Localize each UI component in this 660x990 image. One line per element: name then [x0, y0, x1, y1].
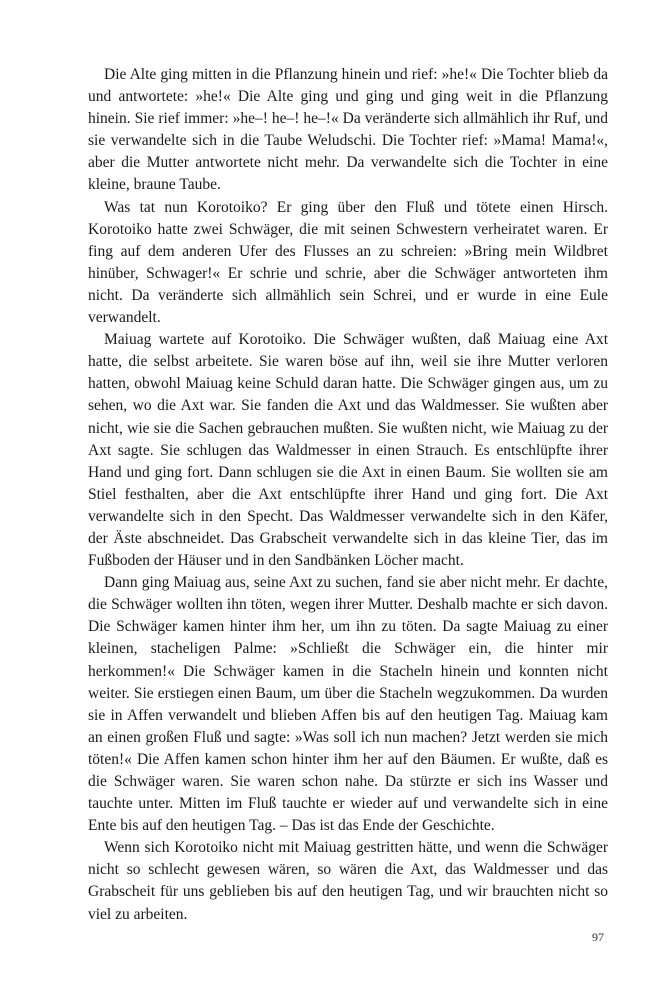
paragraph-4: Dann ging Maiuag aus, seine Axt zu suchen, fand sie aber nicht mehr. Er dachte, die Schwäger wollten ihn töten, wegen ihrer Mutter. Deshalb machte er sich davon. Die Schwäger kamen hinter ihm her, um ihn zu töten. Da sagte Maiuag zu einer kleinen, stacheligen Palme: »Schließt die Schwäger ein, die hinter mir herkommen!« Die Schwäger kamen in die Stacheln hinein und konnten nicht weiter. Sie erstiegen einen Baum, um über die Stacheln wegzukommen. Da wurden sie in Affen verwandelt und blieben Affen bis auf den heutigen Tag. Maiuag kam an einen großen Fluß und sagte: »Was soll ich nun machen? Jetzt werden sie mich töten!« Die Affen kamen schon hinter ihm her auf den Bäumen. Er wußte, daß es die Schwäger waren. Sie waren schon nahe. Da stürzte er sich ins Wasser und tauchte unter. Mitten im Fluß tauchte er wieder auf und verwandelte sich in eine Ente bis auf den heutigen Tag. – Das ist das Ende der Geschichte.	[88, 574, 608, 835]
page-body	[88, 64, 608, 926]
paragraph-5: Wenn sich Korotoiko nicht mit Maiuag gestritten hätte, und wenn die Schwäger nicht so schlecht gewesen wären, so wären die Axt, das Waldmesser und das Grabscheit für uns geblieben bis auf den heutigen Tag, und wir brauchten nicht so viel zu arbeiten.	[88, 839, 608, 923]
paragraph-3: Maiuag wartete auf Korotoiko. Die Schwäger wußten, daß Maiuag eine Axt hatte, die selbst arbeitete. Sie waren böse auf ihn, weil sie ihre Mutter verloren hatten, obwohl Maiuag keine Schuld daran hatte. Die Schwäger gingen aus, um zu sehen, wo die Axt war. Sie fanden die Axt und das Waldmesser. Sie wußten aber nicht, wie sie die Sachen gebrauchen mußten. Sie wußten nicht, wie Maiuag zu der Axt sagte. Sie schlugen das Waldmesser in einen Strauch. Es entschlüpfte ihrer Hand und ging fort. Dann schlugen sie die Axt in einen Baum. Sie wollten sie am Stiel festhalten, aber die Axt entschlüpfte ihrer Hand und ging fort. Die Axt verwandelte sich in den Specht. Das Waldmesser verwandelte sich in den Käfer, der Äste abschneidet. Das Grabscheit verwandelte sich in das kleine Tier, das im Fußboden der Häuser und in den Sandbänken Löcher macht.	[88, 331, 608, 570]
page-number: 97	[592, 930, 604, 944]
paragraph-2: Was tat nun Korotoiko? Er ging über den Fluß und tötete einen Hirsch. Korotoiko hatte zwei Schwäger, die mit seinen Schwestern verheiratet waren. Er fing auf dem anderen Ufer des Flusses an zu schreien: »Bring mein Wildbret hinüber, Schwager!« Er schrie und schrie, aber die Schwäger antworteten ihm nicht. Da veränderte sich allmählich sein Schrei, und er wurde in eine Eule verwandelt.	[88, 198, 608, 327]
paragraph-1: Die Alte ging mitten in die Pflanzung hinein und rief: »he!« Die Tochter blieb da und antwortete: »he!« Die Alte ging und ging und ging weit in die Pflanzung hinein. Sie rief immer: »he–! he–! he–!« Da veränderte sich allmählich ihr Ruf, und sie verwandelte sich in die Taube Weludschi. Die Tochter rief: »Mama! Mama!«, aber die Mutter antwortete nicht mehr. Da verwandelte sich die Tochter in eine kleine, braune Taube.	[88, 66, 608, 194]
